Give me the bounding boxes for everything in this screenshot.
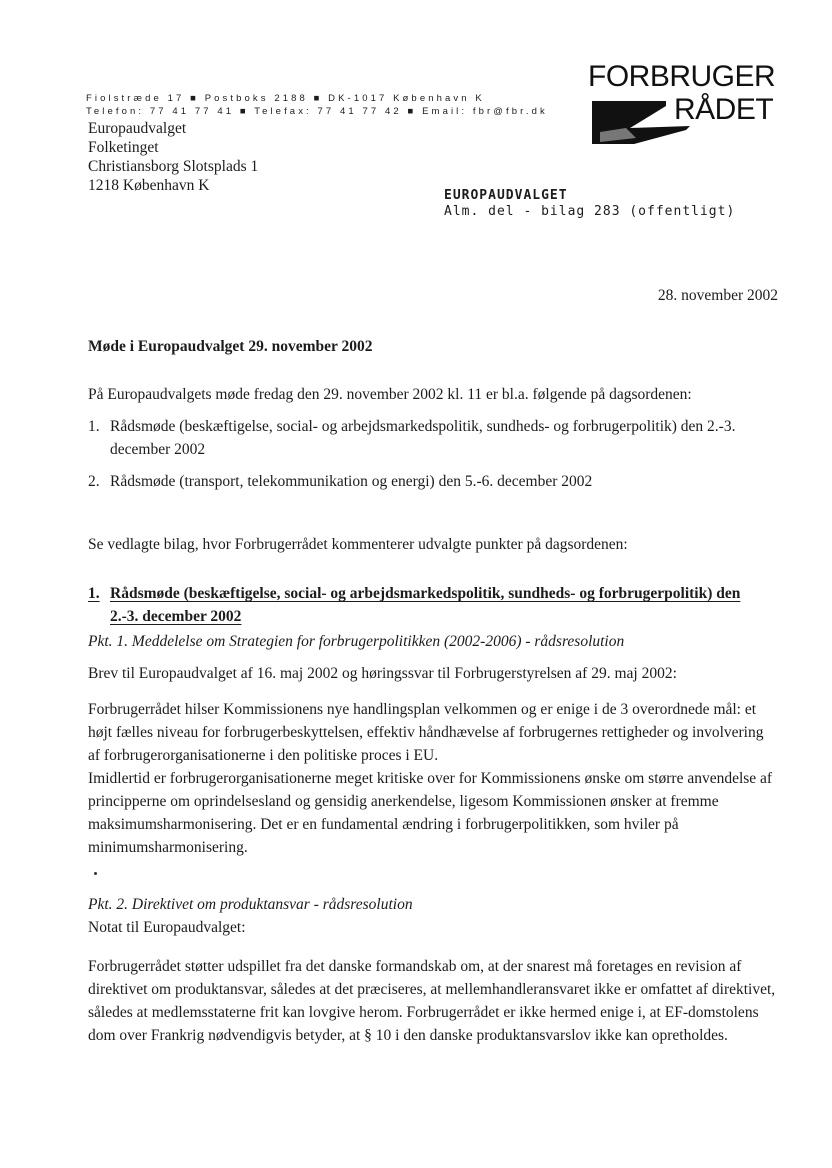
see-attached-paragraph: Se vedlagte bilag, hvor Forbrugerrådet kommenterer udvalgte punkter på dagsordenen: [88, 536, 628, 553]
recipient-address [88, 119, 258, 195]
agenda-list [88, 415, 778, 493]
intro-paragraph: På Europaudvalgets møde fredag den 29. november 2002 kl. 11 er bl.a. følgende på dagsordenen: [88, 386, 692, 403]
recipient-line: 1218 København K [88, 177, 210, 194]
contact-line: Telefon: 77 41 77 41 ■ Telefax: 77 41 77 42 ■ Email: fbr@fbr.dk [86, 106, 548, 117]
letter-date: 28. november 2002 [657, 287, 778, 304]
forbrugerraadet-logo [588, 62, 778, 152]
logo-text-raadet: RÅDET [674, 93, 774, 126]
recipient-line: Folketinget [88, 139, 159, 156]
pkt1-paragraph-2: Imidlertid er forbrugerorganisationerne meget kritiske over for Kommissionens ønske om større anvendelse af principperne om oprindelsesland og gensidig anerkendelse, ligesom Kommissionen ønsker at fremme maksimumsharmonisering. Det er en fundamental ændring i forbrugerpolitikken, som hviler på minimumsharmonisering. [88, 770, 773, 856]
letter-title: Møde i Europaudvalget 29. november 2002 [88, 338, 373, 355]
stamp-reference: Alm. del - bilag 283 (offentligt) [444, 204, 736, 219]
pkt1-heading: Pkt. 1. Meddelelse om Strategien for forbrugerpolitikken (2002-2006) - rådsresolution [88, 633, 625, 650]
pkt2-paragraph-1: Forbrugerrådet støtter udspillet fra det danske formandskab om, at der snarest må foretages en revision af direktivet om produktansvar, således at det præciseres, at mellemhandleransvaret ikke er omfattet af direktivet, således at medlemsstaterne frit kan lovgive herom. Forbrugerrådet er ikke hermed enige i, at EF-domstolens dom over Frankrig nødvendigvis betyder, at § 10 i den danske produktansvarslov ikke kan opretholdes. [88, 958, 776, 1044]
agenda-item [88, 470, 778, 493]
agenda-item-number: 2. [88, 473, 100, 490]
pkt1-letter-reference: Brev til Europaudvalget af 16. maj 2002 og høringssvar til Forbrugerstyrelsen af 29. maj 2002: [88, 665, 677, 682]
recipient-line: Christiansborg Slotsplads 1 [88, 158, 259, 175]
address-line: Fiolstræde 17 ■ Postboks 2188 ■ DK-1017 København K [86, 93, 485, 104]
logo-text-forbruger: FORBRUGER [588, 60, 776, 93]
recipient-line: Europaudvalget [88, 120, 187, 137]
agenda-item-number: 1. [88, 418, 100, 435]
pkt2-heading: Pkt. 2. Direktivet om produktansvar - rådsresolution [88, 896, 413, 913]
pkt1-paragraph-1: Forbrugerrådet hilser Kommissionens nye handlingsplan velkommen og er enige i de 3 overordnede mål: et højt fælles niveau for forbrugerbeskyttelsen, effektiv håndhævelse af forbrugernes rettigheder og involvering af forbrugerorganisationerne i den politiske proces i EU. [88, 701, 764, 764]
agenda-item-text: Rådsmøde (transport, telekommunikation og energi) den 5.-6. december 2002 [110, 473, 593, 490]
stray-dot [94, 872, 97, 875]
section-number: 1. [88, 585, 100, 602]
pkt2-note: Notat til Europaudvalget: [88, 919, 246, 936]
section-heading-text: Rådsmøde (beskæftigelse, social- og arbejdsmarkedspolitik, sundheds- og forbrugerpolitik) den 2.-3. december 2002 [110, 585, 741, 625]
logo-mark-icon [590, 98, 700, 148]
section-heading [88, 582, 758, 628]
agenda-item [88, 415, 778, 461]
agenda-item-text: Rådsmøde (beskæftigelse, social- og arbejdsmarkedspolitik, sundheds- og forbrugerpolitik) den 2.-3. december 2002 [110, 418, 736, 458]
stamp-title: EUROPAUDVALGET [444, 188, 568, 203]
